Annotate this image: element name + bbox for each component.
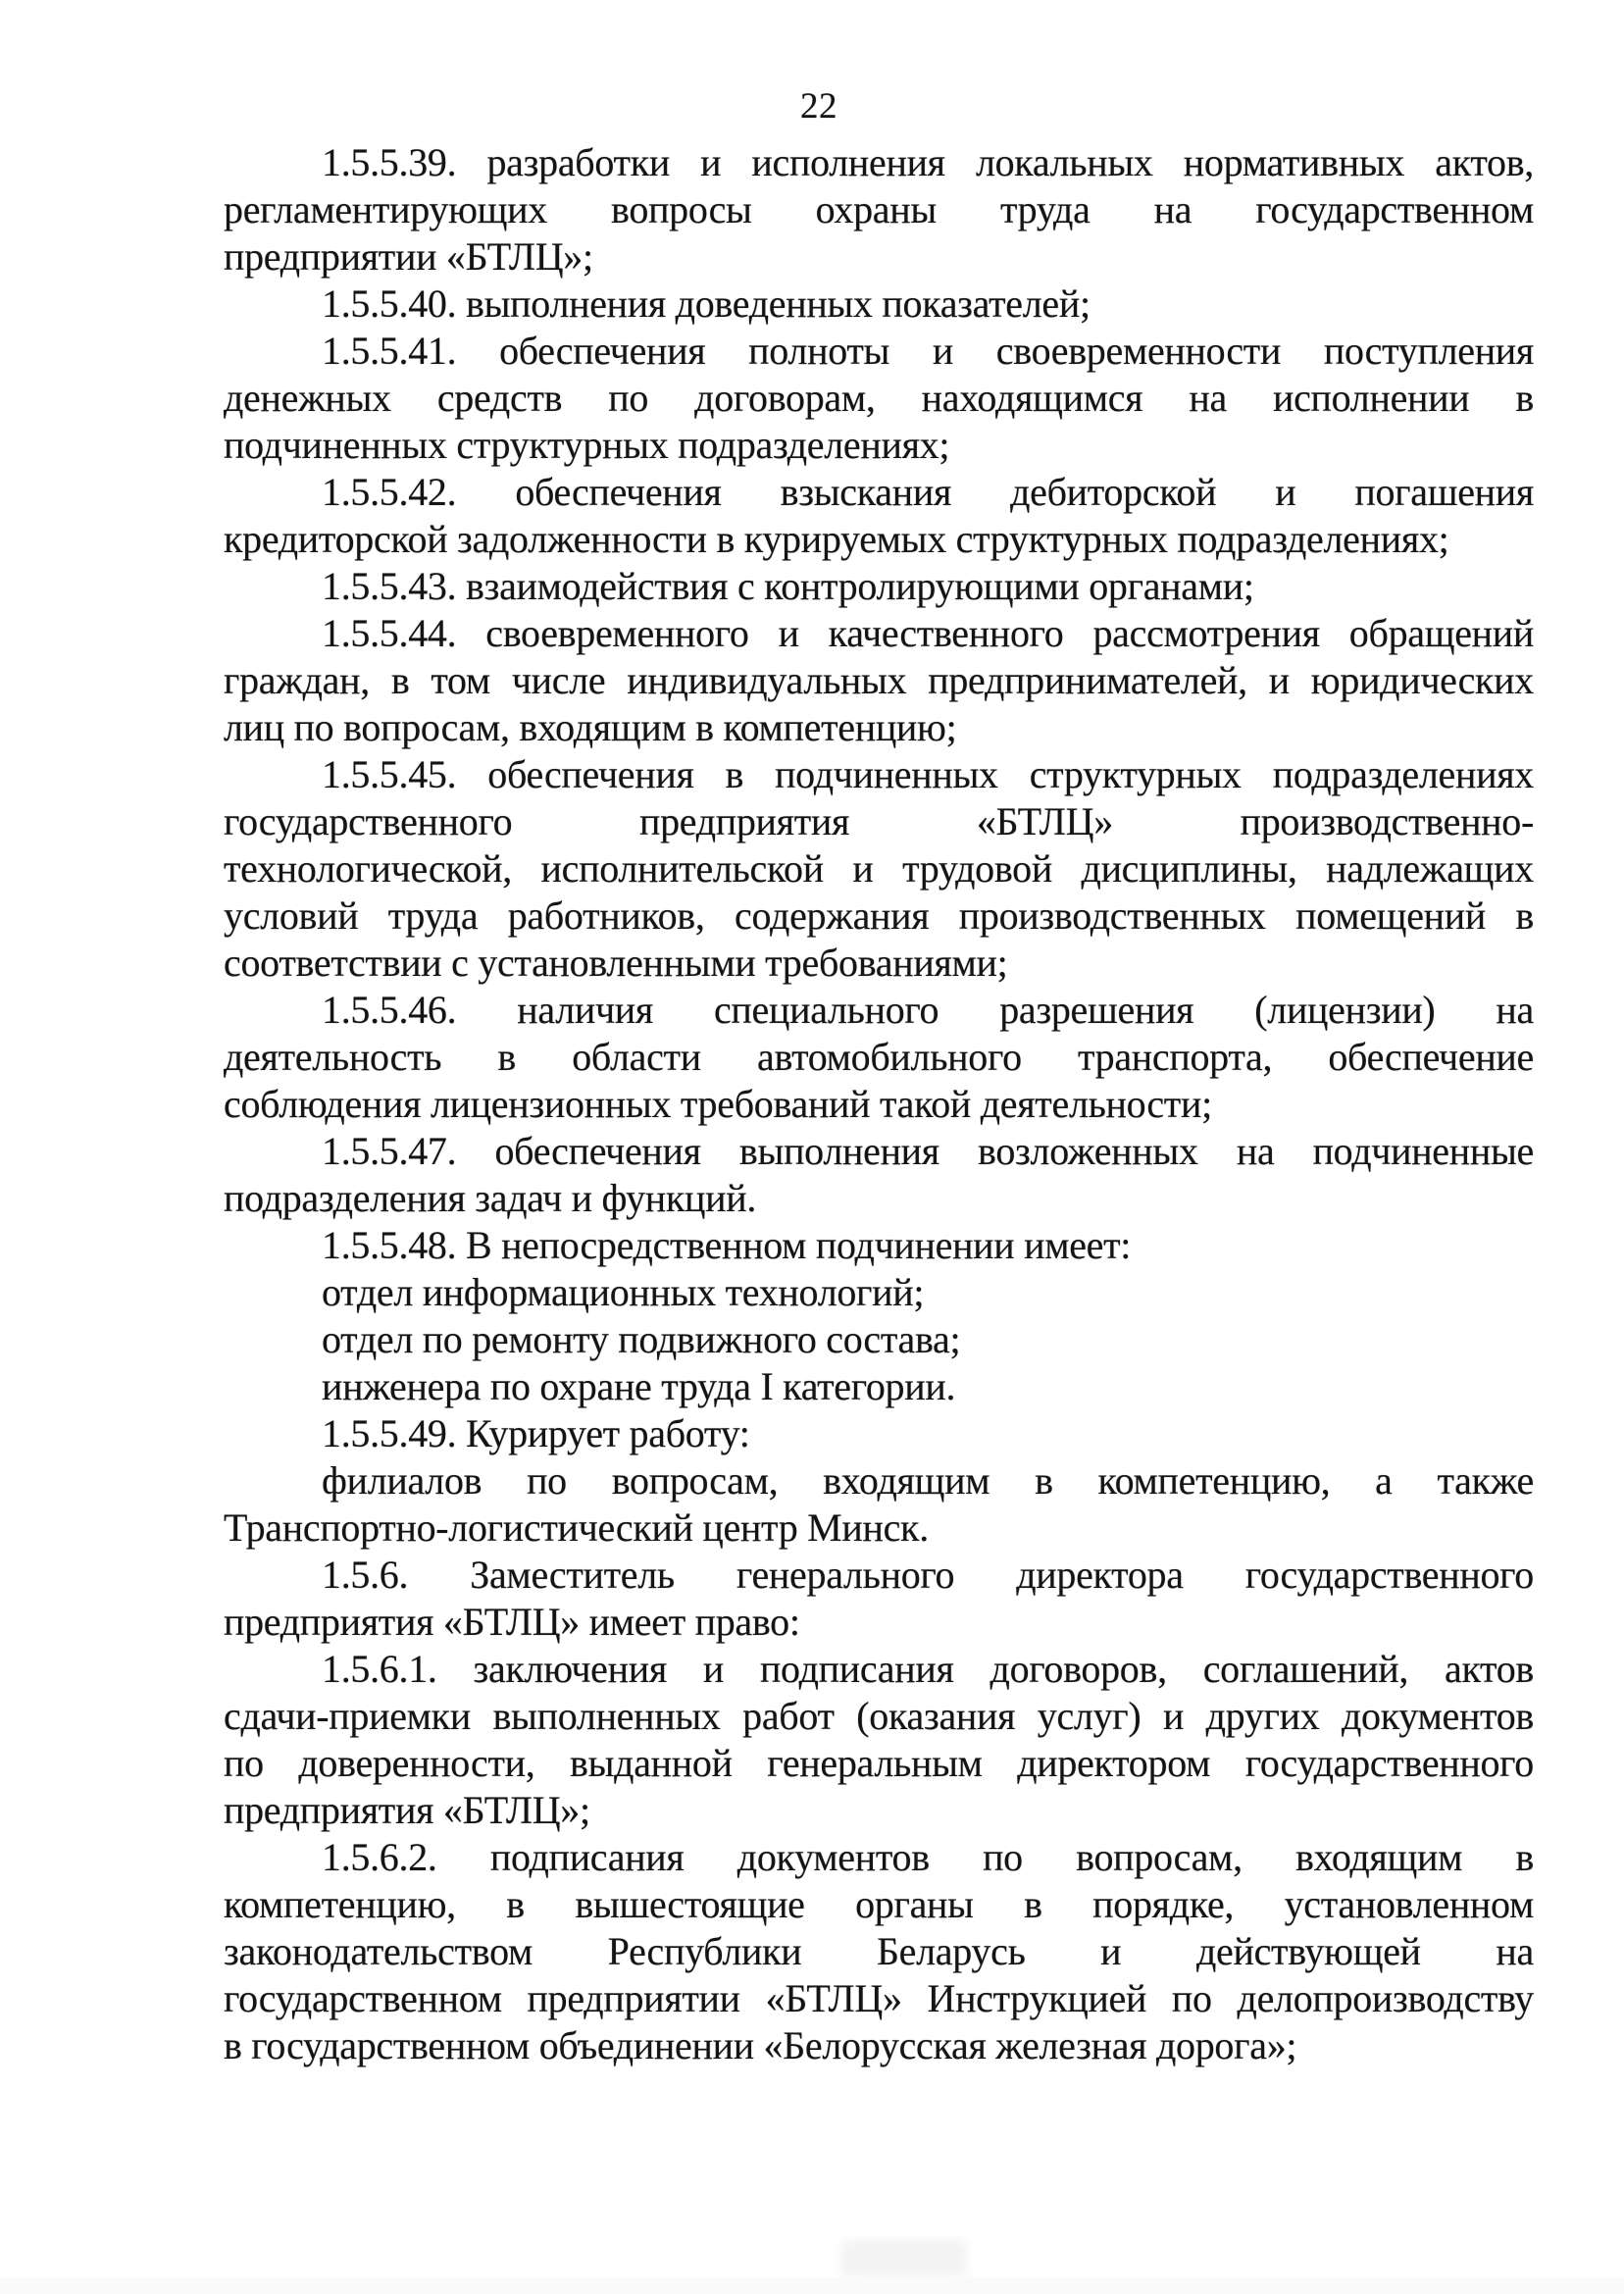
text-line: деятельность в области автомобильного транспорта, обеспечение xyxy=(224,1035,1534,1079)
page-number: 22 xyxy=(800,86,837,127)
text-line: в государственном объединении «Белорусская железная дорога»; xyxy=(224,2023,1297,2067)
paragraph xyxy=(224,1457,1534,1552)
paragraph xyxy=(224,987,1534,1128)
text-line: государственного предприятия «БТЛЦ» производственно- xyxy=(224,799,1534,843)
paragraph xyxy=(224,1128,1534,1222)
text-line: государственном предприятии «БТЛЦ» Инструкцией по делопроизводству xyxy=(224,1976,1534,2020)
paragraph xyxy=(224,1363,1534,1410)
text-line: Транспортно-логистический центр Минск. xyxy=(224,1505,929,1550)
paragraph xyxy=(224,563,1534,610)
paragraph xyxy=(224,1316,1534,1363)
text-line: филиалов по вопросам, входящим в компетенцию, а также xyxy=(322,1458,1534,1503)
text-line: соблюдения лицензионных требований такой деятельности; xyxy=(224,1082,1212,1126)
document-body xyxy=(224,139,1534,2069)
text-line: 1.5.5.49. Курирует работу: xyxy=(322,1411,750,1455)
text-line: компетенцию, в вышестоящие органы в порядке, установленном xyxy=(224,1882,1534,1926)
paragraph xyxy=(224,1410,1534,1457)
text-line: 1.5.5.45. обеспечения в подчиненных структурных подразделениях xyxy=(322,752,1534,796)
text-line: технологической, исполнительской и трудовой дисциплины, надлежащих xyxy=(224,846,1534,891)
paragraph xyxy=(224,1646,1534,1834)
paragraph xyxy=(224,610,1534,751)
text-line: кредиторской задолженности в курируемых структурных подразделениях; xyxy=(224,517,1449,561)
paragraph xyxy=(224,1222,1534,1269)
text-line: 1.5.5.47. обеспечения выполнения возложенных на подчиненные xyxy=(322,1129,1534,1173)
paragraph xyxy=(224,1834,1534,2069)
paragraph xyxy=(224,1552,1534,1646)
text-line: 1.5.5.39. разработки и исполнения локальных нормативных актов, xyxy=(322,140,1534,184)
paragraph xyxy=(224,751,1534,987)
scan-smudge xyxy=(841,2240,967,2277)
text-line: 1.5.5.41. обеспечения полноты и своевременности поступления xyxy=(322,329,1534,373)
text-line: 1.5.5.40. выполнения доведенных показателей; xyxy=(322,281,1091,326)
text-line: 1.5.6.1. заключения и подписания договоров, соглашений, актов xyxy=(322,1647,1534,1691)
text-line: предприятия «БТЛЦ»; xyxy=(224,1788,590,1832)
text-line: подразделения задач и функций. xyxy=(224,1176,757,1220)
text-line: 1.5.5.46. наличия специального разрешения (лицензии) на xyxy=(322,988,1534,1032)
text-line: инженера по охране труда I категории. xyxy=(322,1364,956,1408)
text-line: по доверенности, выданной генеральным директором государственного xyxy=(224,1741,1534,1785)
text-line: предприятии «БТЛЦ»; xyxy=(224,234,593,279)
paragraph xyxy=(224,328,1534,469)
scan-edge-shadow xyxy=(0,2277,1624,2294)
text-line: лиц по вопросам, входящим в компетенцию; xyxy=(224,705,957,749)
paragraph xyxy=(224,1269,1534,1316)
text-line: соответствии с установленными требованиями; xyxy=(224,941,1008,985)
text-line: подчиненных структурных подразделениях; xyxy=(224,423,950,467)
text-line: 1.5.6. Заместитель генерального директора государственного xyxy=(322,1553,1534,1597)
text-line: 1.5.5.48. В непосредственном подчинении имеет: xyxy=(322,1223,1132,1267)
text-line: 1.5.5.44. своевременного и качественного рассмотрения обращений xyxy=(322,611,1534,655)
text-line: отдел информационных технологий; xyxy=(322,1270,925,1314)
text-line: регламентирующих вопросы охраны труда на государственном xyxy=(224,187,1534,231)
text-line: денежных средств по договорам, находящимся на исполнении в xyxy=(224,376,1534,420)
paragraph xyxy=(224,139,1534,280)
text-line: граждан, в том числе индивидуальных предпринимателей, и юридических xyxy=(224,658,1534,702)
paragraph xyxy=(224,469,1534,563)
text-line: 1.5.5.42. обеспечения взыскания дебиторской и погашения xyxy=(322,470,1534,514)
text-line: условий труда работников, содержания производственных помещений в xyxy=(224,893,1534,938)
text-line: сдачи-приемки выполненных работ (оказания услуг) и других документов xyxy=(224,1694,1534,1738)
paragraph xyxy=(224,280,1534,328)
text-line: 1.5.6.2. подписания документов по вопросам, входящим в xyxy=(322,1835,1534,1879)
text-line: 1.5.5.43. взаимодействия с контролирующими органами; xyxy=(322,564,1254,608)
text-line: законодательством Республики Беларусь и действующей на xyxy=(224,1929,1534,1973)
text-line: предприятия «БТЛЦ» имеет право: xyxy=(224,1600,800,1644)
text-line: отдел по ремонту подвижного состава; xyxy=(322,1317,961,1361)
